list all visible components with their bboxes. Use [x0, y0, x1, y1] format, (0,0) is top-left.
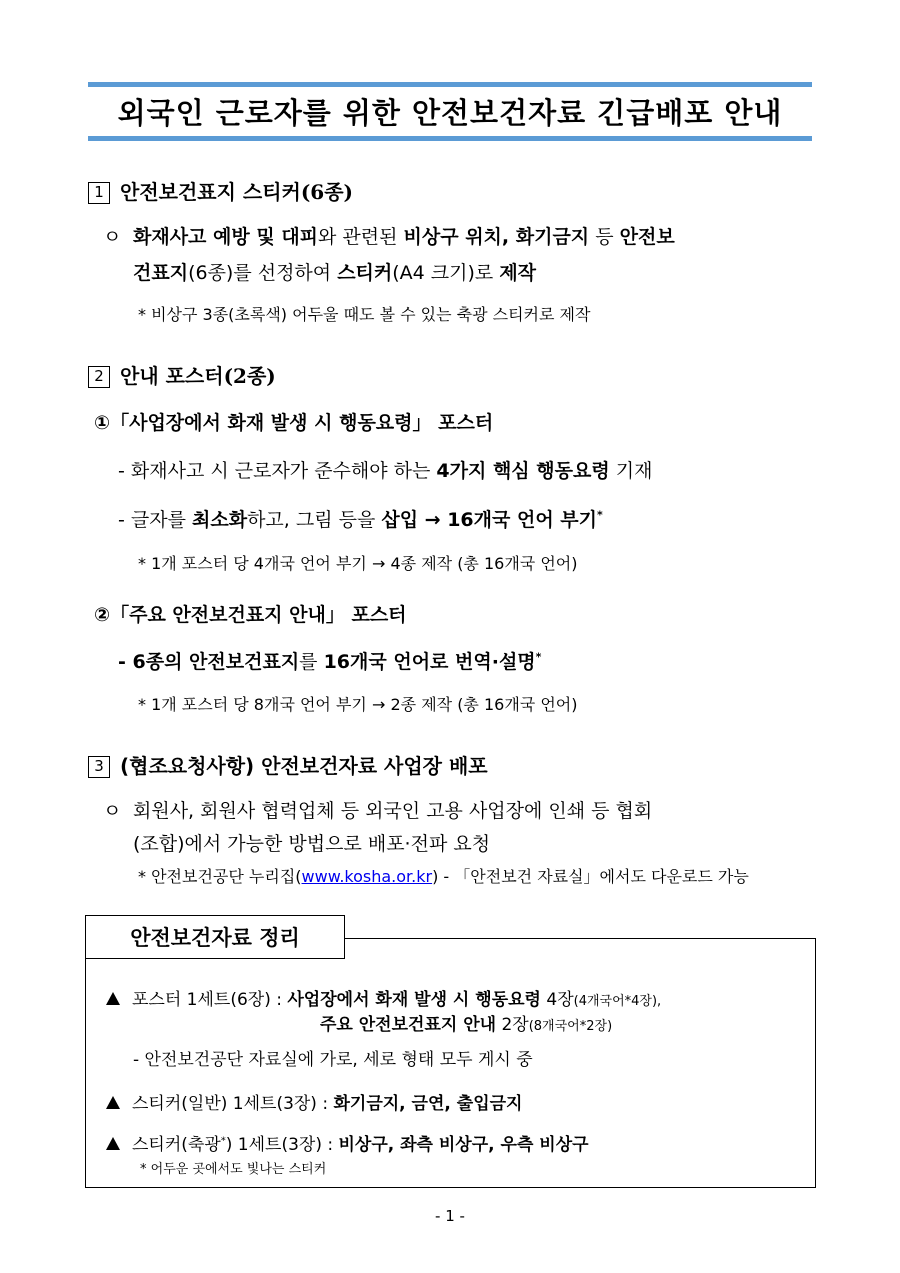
section-number-3: 3: [88, 756, 110, 778]
poster-2-title: ②「주요 안전보건표지 안내」 포스터: [94, 604, 407, 626]
title-rule-top: [88, 82, 812, 87]
page-title: 외국인 근로자를 위한 안전보건자료 긴급배포 안내: [117, 95, 783, 130]
triangle-bullet-icon: [106, 992, 120, 1005]
s3-note: * 안전보건공단 누리집(www.kosha.or.kr) - 「안전보건 자료실」에서도 다운로드 가능: [138, 867, 749, 886]
summary-row-glow-note: * 어두운 곳에서도 빛나는 스티커: [140, 1162, 327, 1177]
triangle-bullet-icon: [106, 1137, 120, 1150]
triangle-bullet-icon: [106, 1096, 120, 1109]
kosha-link[interactable]: www.kosha.or.kr: [301, 867, 433, 886]
section-number-1: 1: [88, 182, 110, 204]
poster-1-line-2: - 글자를 최소화하고, 그림 등을 삽입 → 16개국 언어 부기*: [118, 508, 603, 531]
summary-row-sticker-glow: 스티커(축광*) 1세트(3장) : 비상구, 좌측 비상구, 우측 비상구: [106, 1130, 589, 1155]
summary-row-sticker-general: 스티커(일반) 1세트(3장) : 화기금지, 금연, 출입금지: [106, 1089, 522, 1114]
poster-2-note: * 1개 포스터 당 8개국 언어 부기 → 2종 제작 (총 16개국 언어): [138, 695, 578, 714]
summary-heading: 안전보건자료 정리: [85, 915, 345, 959]
poster-2-line-1: - 6종의 안전보건표지를 16개국 언어로 번역·설명*: [118, 650, 542, 673]
poster-1-line-1: - 화재사고 시 근로자가 준수해야 하는 4가지 핵심 행동요령 기재: [118, 460, 653, 482]
section-2-heading: 2 안내 포스터(2종): [88, 360, 276, 389]
section-1-heading: 1 안전보건표지 스티커(6종): [88, 176, 353, 205]
s1-note: * 비상구 3종(초록색) 어두울 때도 볼 수 있는 축광 스티커로 제작: [138, 305, 591, 324]
title-rule-bottom: [88, 136, 812, 141]
s3-line-1: ㅇ 회원사, 회원사 협력업체 등 외국인 고용 사업장에 인쇄 등 협회: [103, 800, 653, 822]
poster-1-note: * 1개 포스터 당 4개국 언어 부기 → 4종 제작 (총 16개국 언어): [138, 554, 578, 573]
summary-row-poster-2: 주요 안전보건표지 안내 2장(8개국어*2장): [320, 1015, 613, 1035]
summary-row-poster: 포스터 1세트(6장) : 사업장에서 화재 발생 시 행동요령 4장(4개국어*4장),: [106, 985, 661, 1010]
s3-line-2: (조합)에서 가능한 방법으로 배포·전파 요청: [133, 833, 491, 855]
poster-1-title: ①「사업장에서 화재 발생 시 행동요령」 포스터: [94, 412, 494, 434]
page-number: - 1 -: [435, 1207, 465, 1225]
section-3-heading: 3 (협조요청사항) 안전보건자료 사업장 배포: [88, 750, 488, 779]
s1-line-1: ㅇ 화재사고 예방 및 대피와 관련된 비상구 위치, 화기금지 등 안전보: [103, 226, 675, 248]
s1-line-2: 건표지(6종)를 선정하여 스티커(A4 크기)로 제작: [133, 262, 537, 284]
summary-row-note: - 안전보건공단 자료실에 가로, 세로 형태 모두 게시 중: [133, 1050, 533, 1070]
section-number-2: 2: [88, 366, 110, 388]
